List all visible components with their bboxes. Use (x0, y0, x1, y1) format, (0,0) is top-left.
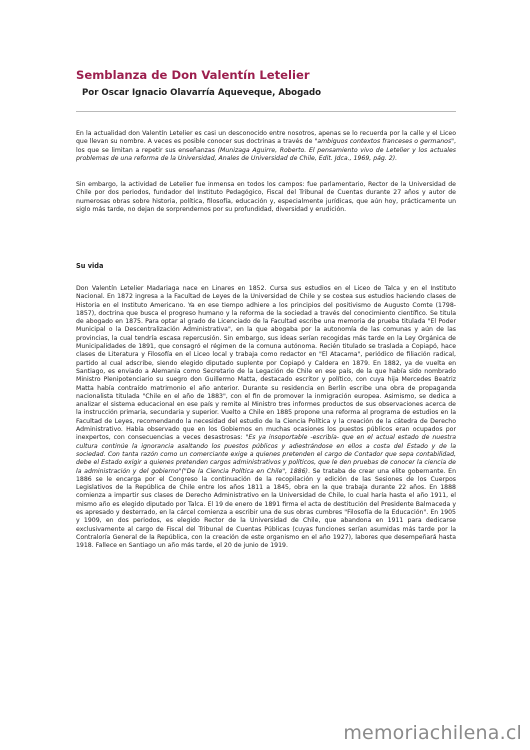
intro-paragraph-2: Sin embargo, la actividad de Letelier fue inmensa en todos los campos: fue parlamentario, Rector de la Universidad de Chile por dos periodos, fundador del Instituto Pedagógico, Fiscal del Tribunal de Cuentas durante 27 años y autor de numerosas obras sobre historia, política, filosofía, educación y, especialmente jurídicas, que aún hoy, prácticamente un siglo más tarde, no dejan de sorprendernos por su profundidad, diversidad y erudición. (76, 181, 456, 213)
intro-quote: "ambiguos contextos franceses o germanos" (314, 138, 455, 146)
intro-paragraph-1 (76, 130, 456, 163)
vida-text-1: Don Valentín Letelier Madariaga nace en Linares en 1852. Cursa sus estudios en el Liceo de Talca y en el Instituto Nacional. En 1872 ingresa a la Facultad de Leyes de la Universidad de Chile y se costea sus estudios haciendo clases de Historia en el Instituto Americano. Ya en ese tiempo adhiere a los principios del positivismo de Augusto Comte (1798-1857), doctrina que busca el progreso humano y la reforma de la sociedad a través del conocimiento científico. Se titula de abogado en 1875. Para optar al grado de Licenciado de la Facultad escribe una memoria de prueba titulada "El Poder Municipal o la Descentralización Administrativa", en la que abogaba por la autonomía de las comunas y aún de las provincias, la cual tendría escasa repercusión. Sin embargo, sus ideas serían recogidas más tarde en la Ley Orgánica de Municipalidades de 1891, que consagró el régimen de la comuna autónoma. Recién titulado se traslada a Copiapó, hace clases de Literatura y Filosofía en el Liceo local y trabaja como redactor en "El Atacama", periódico de filiación radical, partido al cual adscribe, siendo elegido diputado suplente por Copiapó y Caldera en 1879. En 1882, ya de vuelta en Santiago, es enviado a Alemania como Secretario de la Legación de Chile en ese país, de la que había sido nombrado Ministro Plenipotenciario su suegro don Guillermo Matta, destacado escritor y político, con cuya hija Mercedes Beatriz Matta había contraído matrimonio el año anterior. Durante su residencia en Berlín escribe una obra de propaganda nacionalista titulada "Chile en el año de 1883", con el fin de promover la inmigración europea. Asimismo, se dedica a analizar el sistema educacional en ese país y remite al Ministro tres informes productos de sus observaciones acerca de la instrucción primaria, secundaria y superior. Vuelto a Chile en 1885 propone una reforma al programa de estudios en la Facultad de Leyes, recomendando la necesidad del estudio de la Ciencia Política y la creación de la cátedra de Derecho Administrativo. Había observado que en los Gobiernos en muchas ocasiones los puestos públicos eran ocupados por inexpertos, con consecuencias a veces desastrosas: (76, 285, 456, 442)
vida-text-2: . Se trataba de crear una elite gobernante. En 1886 se le encarga por el Congreso la continuación de la recopilación y edición de las Sesiones de los Cuerpos Legislativos de la República de Chile entre los años 1811 a 1845, obra en la que trabaja durante 22 años. En 1888 comienza a impartir sus clases de Derecho Administrativo en la Universidad de Chile, lo cual haría hasta el año 1911, el mismo año es elegido diputado por Talca. El 19 de enero de 1891 firma el acta de destitución del Presidente Balmaceda y es apresado y desterrado, en la cárcel comienza a escribir una de sus obras cumbres "Filosofía de la Educación". En 1905 y 1909, en dos periodos, es elegido Rector de la Universidad de Chile, que abandona en 1911 para dedicarse exclusivamente al cargo de Fiscal del Tribunal de Cuentas Públicas (cuyas funciones serían asumidas más tarde por la Contraloría General de la República, con la creación de este organismo en el año 1927), labores que desempeñará hasta 1918. Fallece en Santiago un año más tarde, el 20 de junio de 1919. (76, 467, 457, 550)
document-title: Semblanza de Don Valentín Letelier (76, 68, 310, 82)
title-divider (76, 111, 456, 112)
intro-citation: (Munizaga Aguirre, Roberto. El pensamiento vivo de Letelier y los actuales problemas de una reforma de la Universidad, Anales de Universidad de Chile, Edit. Jdca., 1969, pág. 2). (76, 146, 456, 162)
document-author: Por Oscar Ignacio Olavarría Aqueveque, Abogado (82, 88, 322, 98)
vida-quote: "Es ya insoportable -escribía- que en el actual estado de nuestra cultura continúe la ignorancia asaltando los puestos públicos y adiestrándose en ellos a costa del Estado y de la sociedad. Con tanta razón como un comerciante exige a quienes pretenden el cargo de Contador que sepa contabilidad, debe el Estado exigir a quienes pretenden cargos administrativos y políticos, que le den pruebas de conocer la ciencia de la administración y del gobierno"("De la Ciencia Política en Chile", 1886) (76, 434, 457, 475)
intro-text-1: En la actualidad don Valentín Letelier es casi un desconocido entre nosotros, apenas se lo recuerda por la calle y el Liceo que llevan su nombre. A veces es posible conocer sus doctrinas a través de (76, 130, 456, 146)
section-heading-su-vida: Su vida (76, 262, 104, 270)
vida-paragraph (76, 285, 456, 551)
memoriachilena-watermark: memoriachilena.cl (343, 722, 522, 744)
intro-text-2: , los que se limitan a repetir sus enseñanzas (76, 138, 456, 154)
